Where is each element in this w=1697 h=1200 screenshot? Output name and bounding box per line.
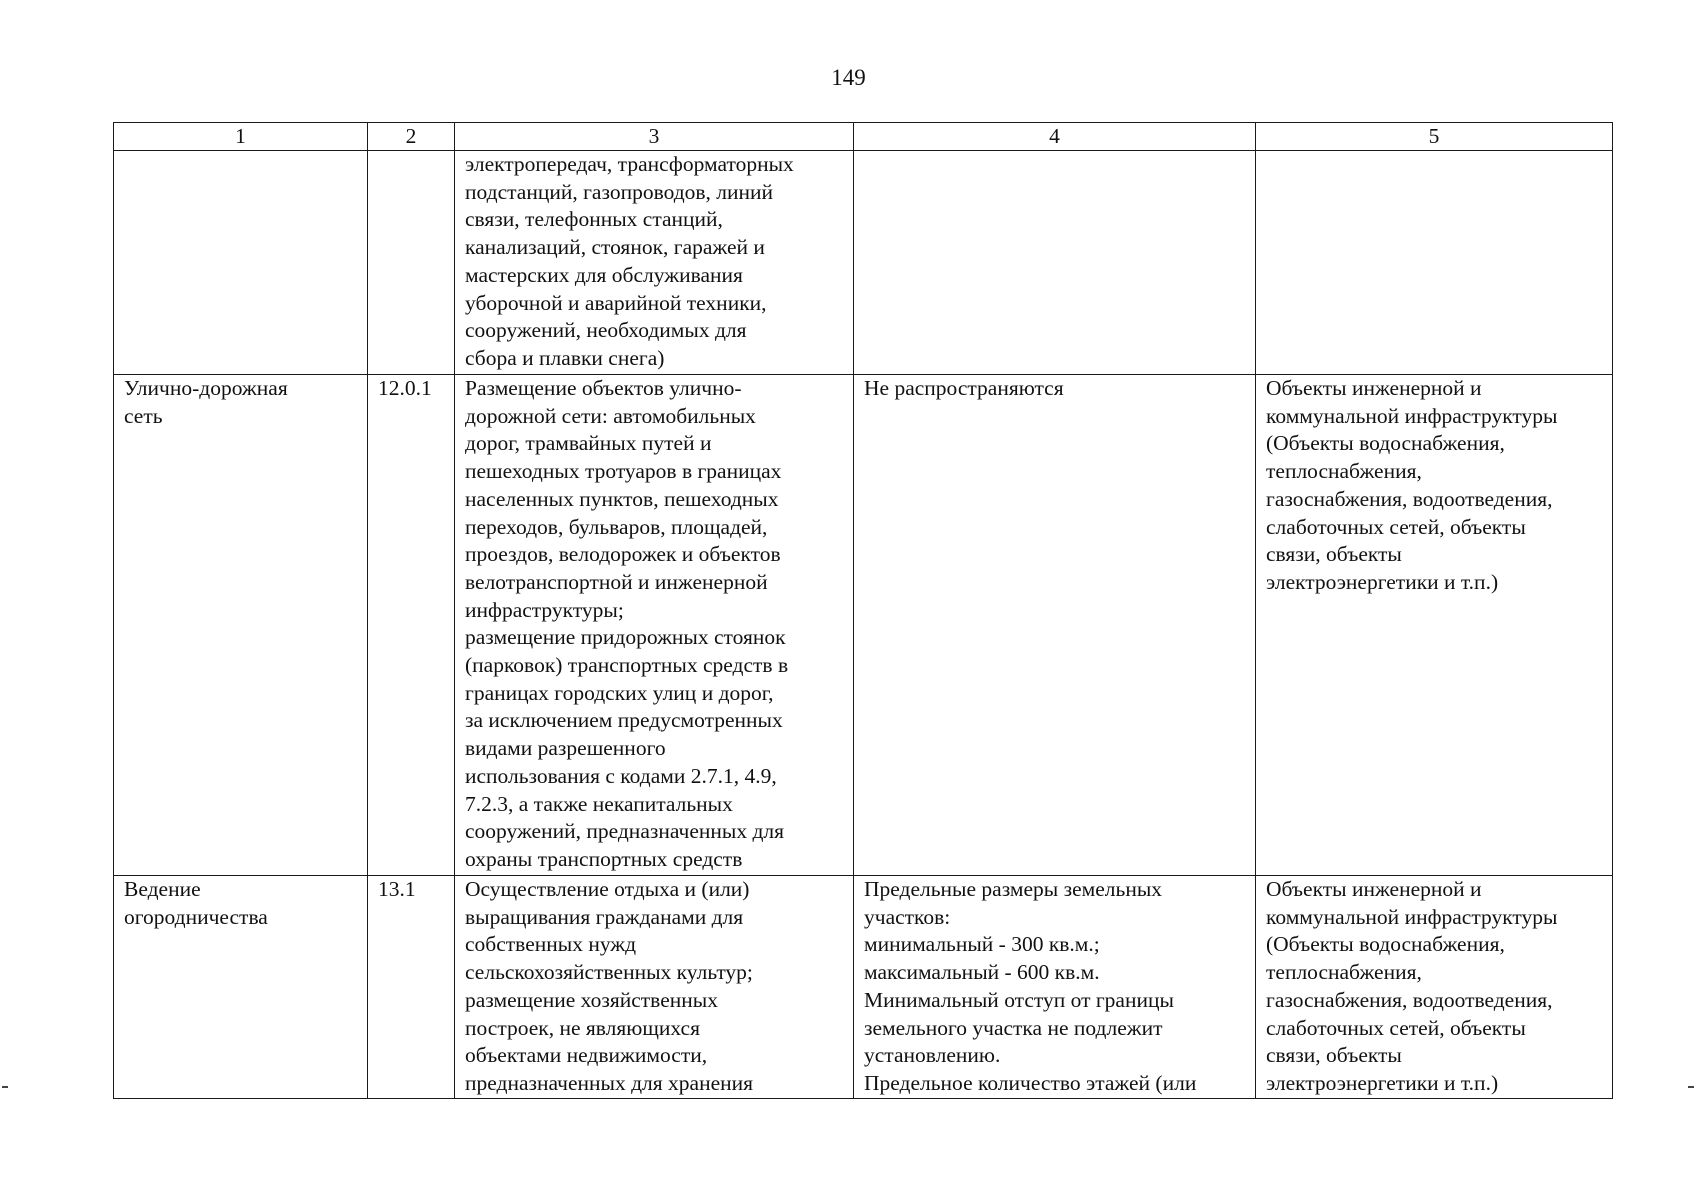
table-header-row [114, 123, 1613, 151]
page-number: 149 [831, 65, 866, 90]
use-parameters-cell [854, 151, 1256, 375]
use-parameters-cell: Предельные размеры земельных участков: минимальный - 300 кв.м.; максимальный - 600 кв.м. Минимальный отступ от границы земельного участка не подлежит установлению. Предельное количество этажей (или [854, 876, 1256, 1099]
land-use-table [113, 122, 1613, 1099]
column-header: 2 [368, 123, 455, 151]
table-row [114, 375, 1613, 876]
table-row [114, 151, 1613, 375]
column-header: 5 [1256, 123, 1613, 151]
auxiliary-uses-cell: Объекты инженерной и коммунальной инфраструктуры (Объекты водоснабжения, теплоснабжения, газоснабжения, водоотведения, слаботочных сетей, объекты связи, объекты электроэнергетики и т.п.) [1256, 876, 1613, 1099]
column-header: 3 [455, 123, 854, 151]
use-name-cell: Ведение огородничества [114, 876, 368, 1099]
auxiliary-uses-cell: Объекты инженерной и коммунальной инфраструктуры (Объекты водоснабжения, теплоснабжения, газоснабжения, водоотведения, слаботочных сетей, объекты связи, объекты электроэнергетики и т.п.) [1256, 375, 1613, 876]
use-code-cell: 13.1 [368, 876, 455, 1099]
auxiliary-uses-cell [1256, 151, 1613, 375]
use-parameters-cell: Не распространяются [854, 375, 1256, 876]
use-description-cell: Размещение объектов улично- дорожной сети: автомобильных дорог, трамвайных путей и пешеходных тротуаров в границах населенных пунктов, пешеходных переходов, бульваров, площадей, проездов, велодорожек и объектов велотранспортной и инженерной инфраструктуры; размещение придорожных стоянок (парковок) транспортных средств в границах городских улиц и дорог, за исключением предусмотренных видами разрешенного использования с кодами 2.7.1, 4.9, 7.2.3, а также некапитальных сооружений, предназначенных для охраны транспортных средств [455, 375, 854, 876]
left-margin-mark [2, 1086, 8, 1088]
use-description-cell: электропередач, трансформаторных подстанций, газопроводов, линий связи, телефонных станций, канализаций, стоянок, гаражей и мастерских для обслуживания уборочной и аварийной техники, сооружений, необходимых для сбора и плавки снега) [455, 151, 854, 375]
use-description-cell: Осуществление отдыха и (или) выращивания гражданами для собственных нужд сельскохозяйственных культур; размещение хозяйственных построек, не являющихся объектами недвижимости, предназначенных для хранения [455, 876, 854, 1099]
column-header: 1 [114, 123, 368, 151]
use-name-cell [114, 151, 368, 375]
column-header: 4 [854, 123, 1256, 151]
right-margin-mark [1688, 1086, 1694, 1088]
use-name-cell: Улично-дорожная сеть [114, 375, 368, 876]
table-row [114, 876, 1613, 1099]
use-code-cell: 12.0.1 [368, 375, 455, 876]
use-code-cell [368, 151, 455, 375]
